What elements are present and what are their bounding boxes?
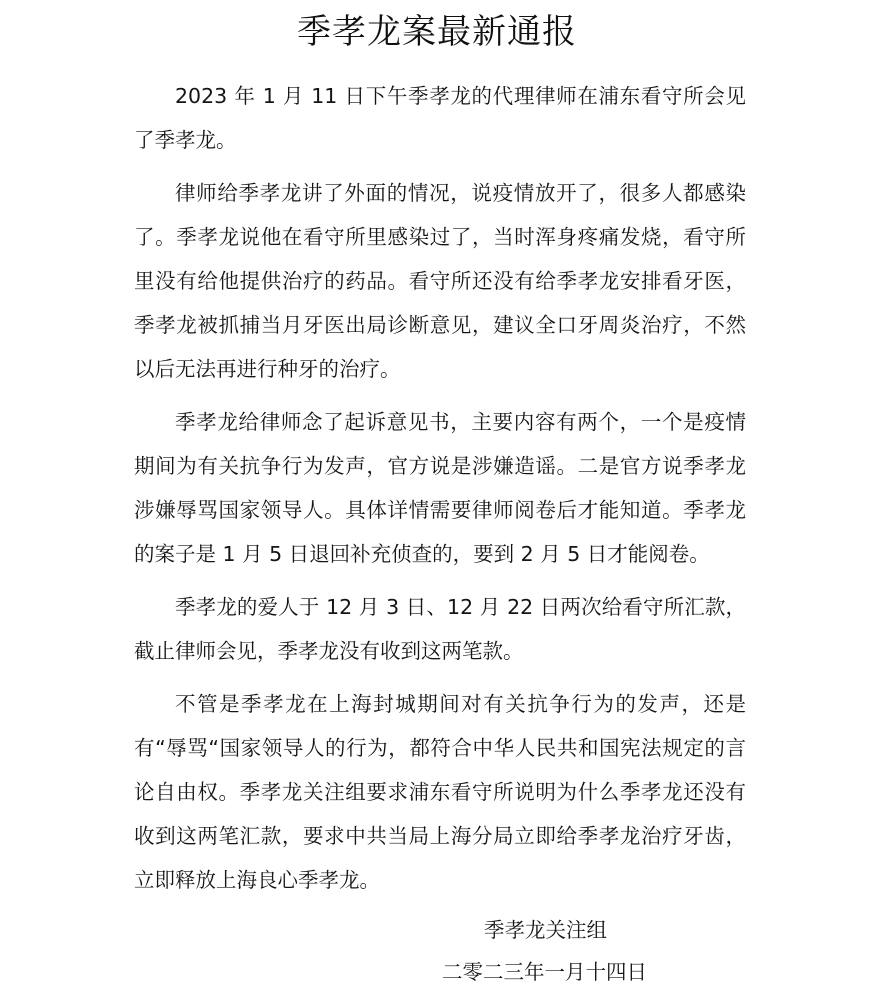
signature-date: 二零二三年一月十四日 — [442, 960, 647, 984]
document-body — [134, 74, 746, 911]
paragraph-indictment-opinion: 季孝龙给律师念了起诉意见书，主要内容有两个，一个是疫情期间为有关抗争行为发声，官方说是涉嫌造谣。二是官方说季孝龙涉嫌辱骂国家领导人。具体详情需要律师阅卷后才能知道。季孝龙的案子是 1 月 5 日退回补充侦查的，要到 2 月 5 日才能阅卷。 — [134, 410, 746, 566]
signature-organization: 季孝龙关注组 — [484, 918, 607, 942]
paragraph-lawyer-visit: 2023 年 1 月 11 日下午季孝龙的代理律师在浦东看守所会见了季孝龙。 — [134, 84, 746, 152]
document-title: 季孝龙案最新通报 — [297, 12, 577, 52]
paragraph-demands: 不管是季孝龙在上海封城期间对有关抗争行为的发声，还是有“辱骂“国家领导人的行为，都符合中华人民共和国宪法规定的言论自由权。季孝龙关注组要求浦东看守所说明为什么季孝龙还没有收到这两笔汇款，要求中共当局上海分局立即给季孝龙治疗牙齿，立即释放上海良心季孝龙。 — [134, 692, 746, 892]
paragraph-remittance: 季孝龙的爱人于 12 月 3 日、12 月 22 日两次给看守所汇款，截止律师会见，季孝龙没有收到这两笔款。 — [134, 595, 746, 663]
paragraph-health-condition: 律师给季孝龙讲了外面的情况，说疫情放开了，很多人都感染了。季孝龙说他在看守所里感染过了，当时浑身疼痛发烧，看守所里没有给他提供治疗的药品。看守所还没有给季孝龙安排看牙医，季孝龙被抓捕当月牙医出局诊断意见，建议全口牙周炎治疗，不然以后无法再进行种牙的治疗。 — [134, 181, 746, 381]
